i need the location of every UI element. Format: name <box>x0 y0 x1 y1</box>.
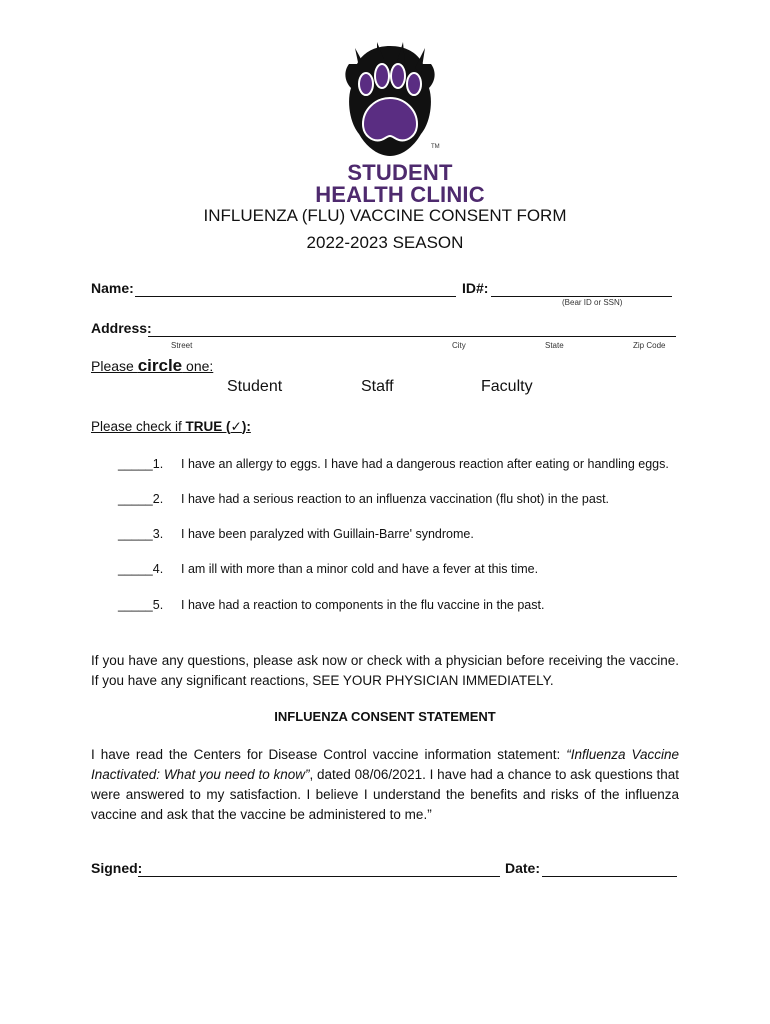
address-label: Address: <box>91 320 152 336</box>
statement-part-2: , dated 08/06/2021. I have had a chance to ask questions that were answered to my satisfaction. I believe I understand the benefits and risks of the influenza vaccine and ask that the vaccine be administered to me.” <box>91 767 679 822</box>
form-title: INFLUENZA (FLU) VACCINE CONSENT FORM <box>203 206 567 225</box>
check-text-5: I have had a reaction to components in the flu vaccine in the past. <box>181 598 545 612</box>
check-text-4: I am ill with more than a minor cold and have a fever at this time. <box>181 562 539 576</box>
circle-emphasis: circle <box>137 356 183 375</box>
date-label: Date: <box>505 860 541 876</box>
option-staff[interactable]: Staff <box>361 378 394 395</box>
notice-paragraph: If you have any questions, please ask now or check with a physician before receiving the vaccine. If you have any significant reactions, SEE YOUR PHYSICIAN IMMEDIATELY. <box>91 653 679 688</box>
option-faculty[interactable]: Faculty <box>481 378 533 395</box>
trademark-mark: TM <box>431 144 440 150</box>
state-hint: State <box>545 341 564 350</box>
checklist-heading-true: TRUE ( <box>185 419 231 434</box>
address-field[interactable] <box>148 336 676 337</box>
checklist-heading <box>91 419 251 435</box>
check-blank-4[interactable]: _____4. <box>118 562 164 576</box>
statement-paragraph <box>91 745 679 825</box>
option-student[interactable]: Student <box>227 378 283 395</box>
check-text-1: I have an allergy to eggs. I have had a dangerous reaction after eating or handling eggs. <box>181 457 669 471</box>
statement-heading: INFLUENZA CONSENT STATEMENT <box>274 709 496 724</box>
checklist-heading-prefix: Please check if <box>91 419 186 434</box>
check-blank-3[interactable]: _____3. <box>118 527 164 541</box>
circle-instruction <box>91 356 213 376</box>
check-blank-2[interactable]: _____2. <box>118 492 164 506</box>
id-hint: (Bear ID or SSN) <box>562 298 623 307</box>
check-text-2: I have had a serious reaction to an influenza vaccination (flu shot) in the past. <box>181 492 610 506</box>
id-label: ID#: <box>462 280 489 296</box>
date-field[interactable] <box>542 876 677 877</box>
check-blank-5[interactable]: _____5. <box>118 598 164 612</box>
checklist-heading-end: ): <box>241 419 251 434</box>
statement-italic: “Influenza Vaccine Inactivated: What you need to know” <box>91 747 679 782</box>
brand-line-2: HEALTH CLINIC <box>315 182 485 207</box>
check-text-3: I have been paralyzed with Guillain-Barre' syndrome. <box>181 527 474 541</box>
circle-prefix: Please <box>91 358 138 374</box>
name-field[interactable] <box>135 296 456 297</box>
signed-label: Signed: <box>91 860 143 876</box>
circle-suffix: one: <box>182 358 214 374</box>
statement-part-1: I have read the Centers for Disease Control vaccine information statement: <box>91 747 567 762</box>
zip-hint: Zip Code <box>633 341 666 350</box>
city-hint: City <box>452 341 466 350</box>
street-hint: Street <box>171 341 193 350</box>
bear-paw-logo <box>335 42 445 162</box>
name-label: Name: <box>91 280 134 296</box>
signature-field[interactable] <box>138 876 500 877</box>
checkmark-icon: ✓ <box>230 419 242 434</box>
id-field[interactable] <box>491 296 672 297</box>
check-blank-1[interactable]: _____1. <box>118 457 164 471</box>
brand-line-1: STUDENT <box>347 160 453 185</box>
form-season: 2022-2023 SEASON <box>306 233 464 252</box>
